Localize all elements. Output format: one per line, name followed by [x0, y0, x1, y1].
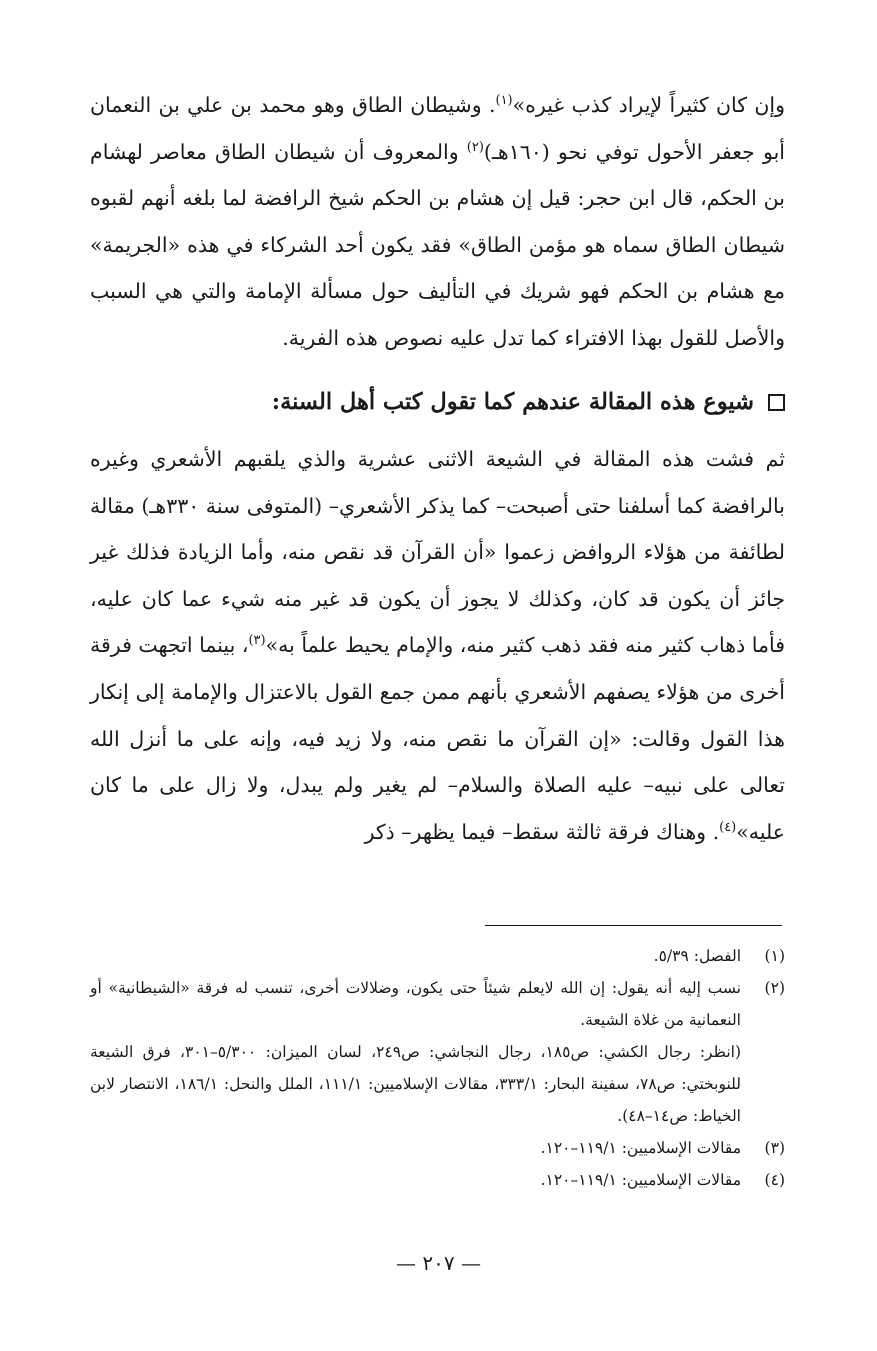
footnote-number: (٤): [764, 1171, 785, 1189]
footnote-number: (١): [764, 947, 785, 965]
footnote-2: [90, 972, 785, 1036]
footnotes: [90, 940, 785, 1196]
paragraph-1-text-b: . وشيطان الطاق وهو محمد بن علي بن النعمان أبو جعفر الأحول توفي نحو (١٦٠هـ): [90, 93, 785, 164]
footnote-text: مقالات الإسلاميين: ١١٩/١–١٢٠.: [540, 1171, 741, 1189]
footnote-number: (٢): [764, 979, 785, 997]
footnote-text: نسب إليه أنه يقول: إن الله لايعلم شيئاً حتى يكون، وضلالات أخرى، تنسب له فرقة «الشيطانية» أو النعمانية من غلاة الشيعة.: [90, 979, 741, 1029]
section-heading: [90, 380, 785, 424]
paragraph-2-text-a: ثم فشت هذه المقالة في الشيعة الاثنى عشرية والذي يلقبهم الأشعري وغيره بالرافضة كما أسلفنا حتى أصبحت– كما يذكر الأشعري– (المتوفى سنة ٣٣٠هـ) مقالة لطائفة من هؤلاء الروافض زعموا «أن القرآن قد نقص منه، وأما الزيادة فذلك غير جائز أن يكون قد كان، وكذلك لا يجوز أن يكون قد غير منه شيء عما كان عليه، فأما ذهاب كثير منه فقد ذهب كثير منه، والإمام يحيط علماً به»: [90, 447, 785, 658]
body-paragraph-1: [90, 82, 785, 362]
footnote-3: [90, 1132, 785, 1164]
footnote-4: [90, 1164, 785, 1196]
paragraph-2-text-b: ، بينما اتجهت فرقة أخرى من هؤلاء يصفهم الأشعري بأنهم ممن جمع القول بالاعتزال والإمامة إلى إنكار هذا القول وقالت: «إن القرآن ما نقص منه، ولا زيد فيه، وإنه على ما أنزل الله تعالى على نبيه– عليه الصلاة والسلام– لم يغير ولم يبدل، ولا زال على ما كان عليه»: [89, 633, 785, 844]
page-number: — ٢٠٧ —: [396, 1251, 481, 1275]
footnote-ref-4: (٤): [719, 819, 737, 835]
section-heading-text: شيوع هذه المقالة عندهم كما تقول كتب أهل السنة:: [271, 389, 754, 415]
paragraph-1-text-c: والمعروف أن شيطان الطاق معاصر لهشام بن الحكم، قال ابن حجر: قيل إن هشام بن الحكم شيخ الرافضة لما بلغه أنهم لقبوه شيطان الطاق سماه هو مؤمن الطاق» فقد يكون أحد الشركاء في هذه «الجريمة» مع هشام بن الحكم فهو شريك في التأليف حول مسألة الإمامة والتي هي السبب والأصل للقول بهذا الافتراء كما تدل عليه نصوص هذه الفرية.: [90, 139, 785, 350]
footnote-number: (٣): [764, 1139, 785, 1157]
footnote-text: الفصل: ٥/٣٩.: [653, 947, 741, 965]
footnote-ref-3: (٣): [248, 633, 266, 649]
square-bullet-icon: [768, 394, 785, 411]
footnote-divider: [485, 925, 782, 926]
footnote-2-references: (انظر: رجال الكشي: ص١٨٥، رجال النجاشي: ص٢٤٩، لسان الميزان: ٥/٣٠٠–٣٠١، فرق الشيعة للنوبختي: ص٧٨، سفينة البحار: ٣٣٣/١، مقالات الإسلاميين: ١١١/١، الملل والنحل: ١٨٦/١، الانتصار لابن الخياط: ص١٤–٤٨).: [90, 1043, 741, 1125]
footnote-text: مقالات الإسلاميين: ١١٩/١–١٢٠.: [540, 1139, 741, 1157]
footnote-ref-2: (٢): [466, 139, 484, 155]
paragraph-1-text-a: وإن كان كثيراً لإيراد كذب غيره»: [512, 93, 785, 117]
footnote-1: [90, 940, 785, 972]
footnote-ref-1: (١): [495, 93, 513, 109]
paragraph-2-text-c: . وهناك فرقة ثالثة سقط– فيما يظهر– ذكر: [364, 819, 720, 844]
body-paragraph-2: [90, 436, 785, 855]
